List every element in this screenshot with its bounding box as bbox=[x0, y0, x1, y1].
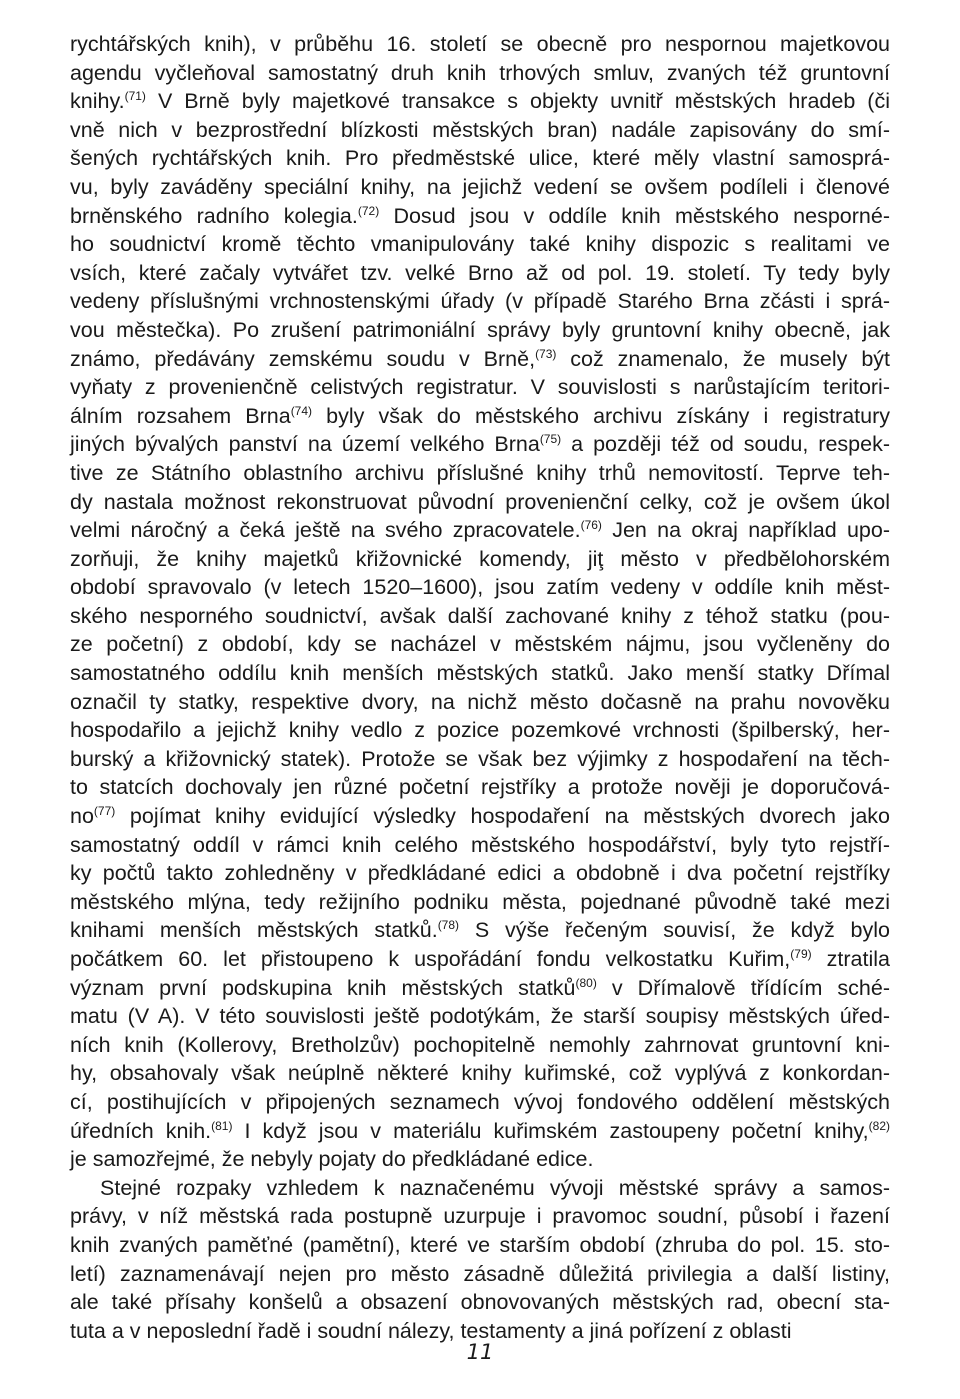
text-segment: zorňuji, že knihy majetků křižovnické komendy, jiţ město v předbělohorském bbox=[70, 546, 890, 571]
text-line bbox=[70, 773, 890, 802]
text-line bbox=[70, 1231, 890, 1260]
text-segment: vu, byly zaváděny speciální knihy, na jejichž vedení se ovšem podíleli i členové bbox=[70, 174, 890, 199]
text-line bbox=[70, 116, 890, 145]
text-segment: počátkem 60. let přistoupeno k uspořádání fondu velkostatku Kuřim, bbox=[70, 947, 791, 971]
text-segment: knihy. bbox=[70, 89, 125, 114]
text-segment: cí, postihujících v připojených seznamech vývoj fondového oddělení městských bbox=[70, 1089, 890, 1114]
footnote-reference: (77) bbox=[93, 804, 116, 819]
text-segment: matu (V A). V této souvislosti ještě podotýkám, že starší soupisy městských úřed- bbox=[70, 1004, 890, 1029]
text-segment: knih zvaných paměťné (pamětní), které ve starším období (zhruba do pol. 15. sto- bbox=[70, 1232, 890, 1257]
text-segment: samostatného oddílu knih menších městských statků. Jako menší statky Dřímal bbox=[70, 661, 890, 686]
text-line bbox=[70, 30, 890, 59]
text-line bbox=[70, 373, 890, 402]
text-line bbox=[70, 316, 890, 345]
text-segment: V Brně byly majetkové transakce s objekty uvnitř městských hradeb (či bbox=[145, 89, 890, 114]
text-line bbox=[70, 602, 890, 631]
text-line bbox=[70, 1002, 890, 1031]
text-line bbox=[70, 1174, 890, 1203]
text-segment: v Dřímalově třídícím sché- bbox=[596, 975, 890, 1000]
text-line bbox=[70, 745, 890, 774]
text-segment: letí) zaznamenávají nejen pro město zásadně důležitá privilegia a další listiny, bbox=[70, 1261, 890, 1286]
text-segment: vou městečka). Po zrušení patrimoniální správy byly gruntovní knihy obecně, jak bbox=[70, 317, 890, 342]
text-line bbox=[70, 488, 890, 517]
footnote-reference: (79) bbox=[790, 947, 812, 961]
text-segment: knihami menších městských statků. bbox=[70, 918, 438, 943]
text-segment: tive ze Státního oblastního archivu příslušné knihy trhů nemovitostí. Teprve teh- bbox=[70, 460, 890, 485]
text-segment: pojímat knihy evidující výsledky hospodaření na městských dvorech jako bbox=[115, 804, 890, 829]
text-line bbox=[70, 1117, 890, 1146]
text-segment: je samozřejmé, že nebyly pojaty do předkládané edice. bbox=[70, 1147, 594, 1172]
text-segment: vně nich v bezprostřední blízkosti městských bran) nadále zapisovány do smí- bbox=[70, 117, 890, 142]
text-line bbox=[70, 945, 890, 974]
text-segment: no bbox=[70, 804, 94, 829]
text-segment: význam první podskupina knih městských statků bbox=[70, 975, 576, 1000]
text-line bbox=[70, 1288, 890, 1317]
text-line bbox=[70, 831, 890, 860]
footnote-reference: (73) bbox=[535, 346, 557, 361]
text-segment: ale také přísahy konšelů a obsazení obnovovaných městských rad, obecní sta- bbox=[70, 1290, 890, 1315]
text-line bbox=[70, 659, 890, 688]
text-line bbox=[70, 1088, 890, 1117]
text-segment: městského mlýna, tedy režijního podniku města, pojednané původně také mezi bbox=[70, 889, 890, 914]
text-segment: vsích, které začaly vytvářet tzv. velké Brno až od pol. 19. století. Ty tedy byly bbox=[70, 260, 890, 285]
text-segment: rychtářských knih), v průběhu 16. století se obecně pro nespornou majetkovou bbox=[70, 32, 890, 56]
text-segment: velmi náročný a čeká ještě na svého zpracovatele. bbox=[70, 518, 581, 543]
text-segment: burský a křižovnický statek). Protože se však bez výjimky z hospodaření na těch- bbox=[70, 746, 890, 771]
text-segment: známo, předávány zemskému soudu v Brně, bbox=[70, 346, 536, 371]
page-number: 11 bbox=[466, 1340, 494, 1364]
text-segment: byly však do městského archivu získány i registratury bbox=[312, 403, 891, 428]
text-segment: ky počtů takto zohledněny v předkládané edici a obdobně i dva početní rejstříky bbox=[70, 861, 890, 886]
text-segment: Stejné rozpaky vzhledem k naznačenému vývoji městské správy a samos- bbox=[100, 1175, 890, 1200]
text-segment: álním rozsahem Brna bbox=[70, 403, 291, 428]
text-line bbox=[70, 345, 890, 374]
text-segment: S výše řečeným souvisí, že když bylo bbox=[459, 918, 890, 943]
text-line bbox=[70, 173, 890, 202]
text-line bbox=[70, 202, 890, 231]
text-line bbox=[70, 1260, 890, 1289]
text-line bbox=[70, 974, 890, 1003]
text-line bbox=[70, 859, 890, 888]
text-line bbox=[70, 459, 890, 488]
footnote-reference: (72) bbox=[357, 203, 380, 218]
text-segment: tuta a v neposlední řadě i soudní nálezy, testamenty a jiná pořízení z oblasti bbox=[70, 1318, 792, 1343]
text-segment: a později též od soudu, respek- bbox=[561, 432, 890, 457]
footnote-reference: (71) bbox=[124, 89, 146, 104]
footnote-reference: (80) bbox=[575, 975, 597, 990]
footnote-reference: (81) bbox=[211, 1118, 233, 1133]
text-segment: šených rychtářských knih. Pro předměstské ulice, které měly vlastní samosprá- bbox=[70, 146, 890, 171]
text-line bbox=[70, 1202, 890, 1231]
footnote-reference: (78) bbox=[437, 918, 460, 933]
text-line bbox=[70, 1059, 890, 1088]
text-line bbox=[70, 259, 890, 288]
text-segment: období spravovalo (v letech 1520–1600), jsou zatím vedeny v oddíle knih měst- bbox=[70, 575, 890, 600]
text-segment: Jen na okraj například upo- bbox=[601, 518, 890, 543]
text-line bbox=[70, 59, 890, 88]
text-segment: I když jsou v materiálu kuřimském zastoupeny početní knihy, bbox=[232, 1118, 869, 1143]
text-line bbox=[70, 1031, 890, 1060]
footnote-reference: (75) bbox=[539, 432, 562, 447]
text-segment: samostatný oddíl v rámci knih celého městského hospodářství, byly tyto rejstří- bbox=[70, 832, 890, 857]
text-line bbox=[70, 230, 890, 259]
text-line bbox=[70, 287, 890, 316]
text-segment: hospodařilo a jejichž knihy vedlo z pozice pozemkové vrchnosti (špilberský, her- bbox=[70, 718, 890, 743]
text-segment: to statcích dochovaly jen různé početní rejstříky a protože nověji je doporučová- bbox=[70, 775, 890, 800]
text-segment: ních knih (Kollerovy, Bretholzův) pochopitelně nemohly zahrnovat gruntovní kni- bbox=[70, 1032, 890, 1057]
text-segment: jiných bývalých panství na území velkého Brna bbox=[70, 432, 540, 457]
footnote-reference: (82) bbox=[868, 1118, 891, 1133]
text-segment: Dosud jsou v oddíle knih městského nesporné- bbox=[379, 203, 890, 228]
text-line bbox=[70, 402, 890, 431]
text-segment: hy, obsahovaly však neúplně některé knihy kuřimské, což vyplývá z konkordan- bbox=[70, 1061, 890, 1086]
text-segment: ského nesporného soudnictví, avšak další zachované knihy z téhož statku (pou- bbox=[70, 603, 890, 628]
footnote-reference: (76) bbox=[580, 518, 602, 533]
text-segment: což znamenalo, že musely být bbox=[556, 346, 890, 371]
main-text bbox=[70, 30, 890, 1345]
footnote-reference: (74) bbox=[290, 403, 313, 418]
text-line bbox=[70, 716, 890, 745]
text-segment: ztratila bbox=[811, 947, 890, 971]
text-line bbox=[70, 802, 890, 831]
text-segment: vyňaty z provenienčně celistvých registratur. V souvislosti s narůstajícím teritori- bbox=[70, 375, 890, 400]
text-segment: agendu vyčleňoval samostatný druh knih trhových smluv, zvaných též gruntovní bbox=[70, 60, 890, 85]
text-segment: dy nastala možnost rekonstruovat původní provenienční celky, což je ovšem úkol bbox=[70, 489, 890, 514]
text-line bbox=[70, 688, 890, 717]
text-line bbox=[70, 87, 890, 116]
text-line bbox=[70, 516, 890, 545]
text-line bbox=[70, 545, 890, 574]
text-segment: označil ty statky, respektive dvory, na nichž město dočasně na prahu novověku bbox=[70, 689, 890, 714]
text-line bbox=[70, 1145, 890, 1174]
text-segment: brněnského radního kolegia. bbox=[70, 203, 358, 228]
text-segment: ho soudnictví kromě těchto vmanipulovány také knihy dispozic s realitami ve bbox=[70, 232, 890, 257]
text-line bbox=[70, 630, 890, 659]
text-segment: úředních knih. bbox=[70, 1118, 212, 1143]
text-segment: ze početní) z období, kdy se nacházel v městském nájmu, jsou vyčleněny do bbox=[70, 632, 890, 657]
text-line bbox=[70, 573, 890, 602]
text-line bbox=[70, 916, 890, 945]
text-segment: právy, v níž městská rada postupně uzurpuje i pravomoc soudní, působí i řazení bbox=[70, 1204, 890, 1229]
text-line bbox=[70, 430, 890, 459]
text-line bbox=[70, 888, 890, 917]
text-segment: vedeny příslušnými vrchnostenskými úřady (v případě Starého Brna zčásti i sprá- bbox=[70, 289, 890, 314]
text-line bbox=[70, 144, 890, 173]
